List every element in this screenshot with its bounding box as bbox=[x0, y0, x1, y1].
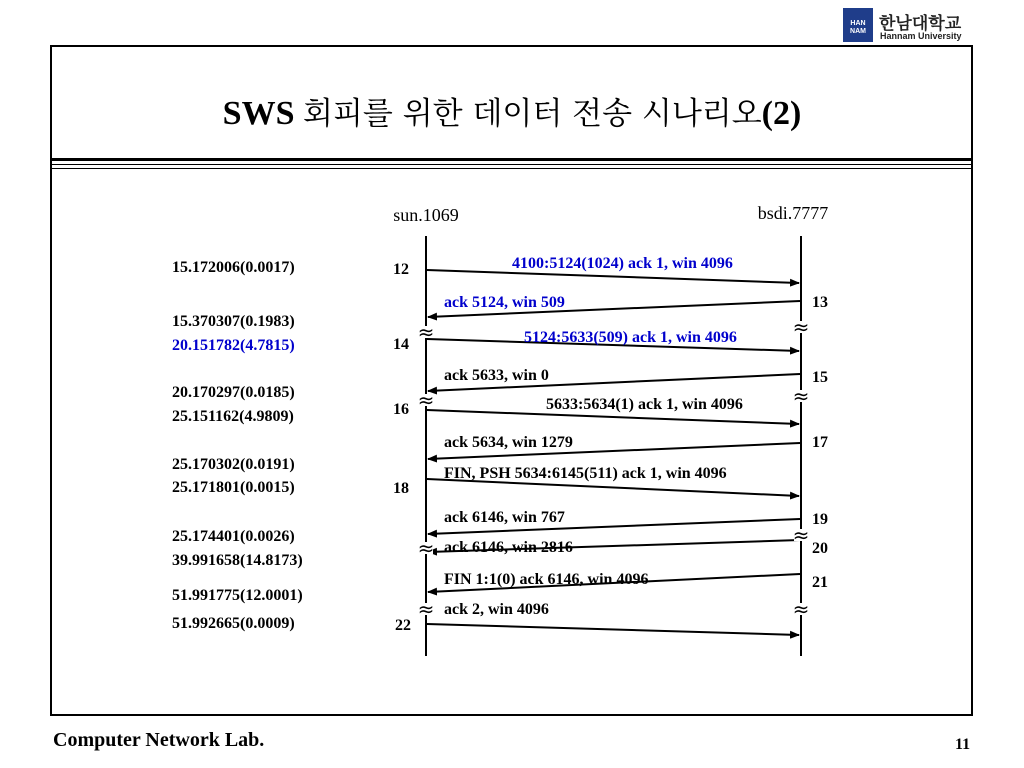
segment-label: 4100:5124(1024) ack 1, win 4096 bbox=[512, 255, 733, 272]
segment-list bbox=[393, 255, 828, 635]
time-break-icon: ≈ bbox=[792, 384, 810, 408]
segment-arrow bbox=[427, 624, 799, 635]
segment-label: ack 2, win 4096 bbox=[444, 601, 549, 618]
timestamp-label: 25.171801(0.0015) bbox=[172, 479, 295, 496]
time-break-icon: ≈ bbox=[792, 597, 810, 621]
timestamp-label: 39.991658(14.8173) bbox=[172, 552, 303, 569]
segment-label: 5124:5633(509) ack 1, win 4096 bbox=[524, 329, 737, 346]
segment-number: 19 bbox=[812, 511, 828, 528]
time-break-icon: ≈ bbox=[417, 536, 435, 560]
timestamp-list bbox=[172, 259, 303, 632]
timestamp-label: 25.170302(0.0191) bbox=[172, 456, 295, 473]
segment-number: 15 bbox=[812, 369, 828, 386]
segment-number: 14 bbox=[393, 336, 409, 353]
segment-label: ack 5633, win 0 bbox=[444, 367, 549, 384]
time-break-icon: ≈ bbox=[792, 315, 810, 339]
logo-emblem-icon: HAN NAM bbox=[843, 8, 873, 42]
time-break-icon: ≈ bbox=[417, 388, 435, 412]
host-right-label: bsdi.7777 bbox=[757, 203, 829, 223]
title-korean: 회피를 위한 데이터 전송 시나리오 bbox=[303, 96, 762, 132]
segment-label: ack 6146, win 767 bbox=[444, 509, 565, 526]
segment-number: 21 bbox=[812, 574, 828, 591]
segment-label: 5633:5634(1) ack 1, win 4096 bbox=[546, 396, 743, 413]
title-latin: SWS bbox=[222, 95, 303, 132]
time-break-icon: ≈ bbox=[792, 523, 810, 547]
logo-english-name: Hannam University bbox=[880, 31, 962, 41]
logo-korean-name: 한남대학교 bbox=[879, 14, 962, 34]
segment-number: 16 bbox=[393, 401, 409, 418]
segment-label: FIN 1:1(0) ack 6146, win 4096 bbox=[444, 571, 649, 588]
segment-label: ack 5634, win 1279 bbox=[444, 434, 573, 451]
timestamp-label: 15.370307(0.1983) bbox=[172, 313, 295, 330]
segment-number: 20 bbox=[812, 540, 828, 557]
segment-number: 18 bbox=[393, 480, 409, 497]
page-number: 11 bbox=[955, 736, 971, 753]
segment-number: 12 bbox=[393, 261, 409, 278]
segment-number: 22 bbox=[395, 617, 411, 634]
timestamp-label: 51.991775(12.0001) bbox=[172, 587, 303, 604]
timestamp-label: 25.174401(0.0026) bbox=[172, 528, 295, 545]
timestamp-label: 51.992665(0.0009) bbox=[172, 615, 295, 632]
timestamp-label: 20.151782(4.7815) bbox=[172, 337, 295, 354]
segment-number: 13 bbox=[812, 294, 828, 311]
segment-label: ack 5124, win 509 bbox=[444, 294, 565, 311]
timestamp-label: 20.170297(0.0185) bbox=[172, 384, 295, 401]
host-left-label: sun.1069 bbox=[393, 205, 459, 225]
segment-number: 17 bbox=[812, 434, 828, 451]
time-break-icon: ≈ bbox=[417, 597, 435, 621]
timestamp-label: 15.172006(0.0017) bbox=[172, 259, 295, 276]
time-break-icon: ≈ bbox=[417, 320, 435, 344]
segment-label: FIN, PSH 5634:6145(511) ack 1, win 4096 bbox=[444, 465, 727, 482]
footer-lab-name: Computer Network Lab. bbox=[53, 729, 265, 751]
timestamp-label: 25.151162(4.9809) bbox=[172, 408, 294, 425]
segment-label: ack 6146, win 2816 bbox=[444, 539, 573, 556]
title-suffix: (2) bbox=[761, 95, 802, 132]
